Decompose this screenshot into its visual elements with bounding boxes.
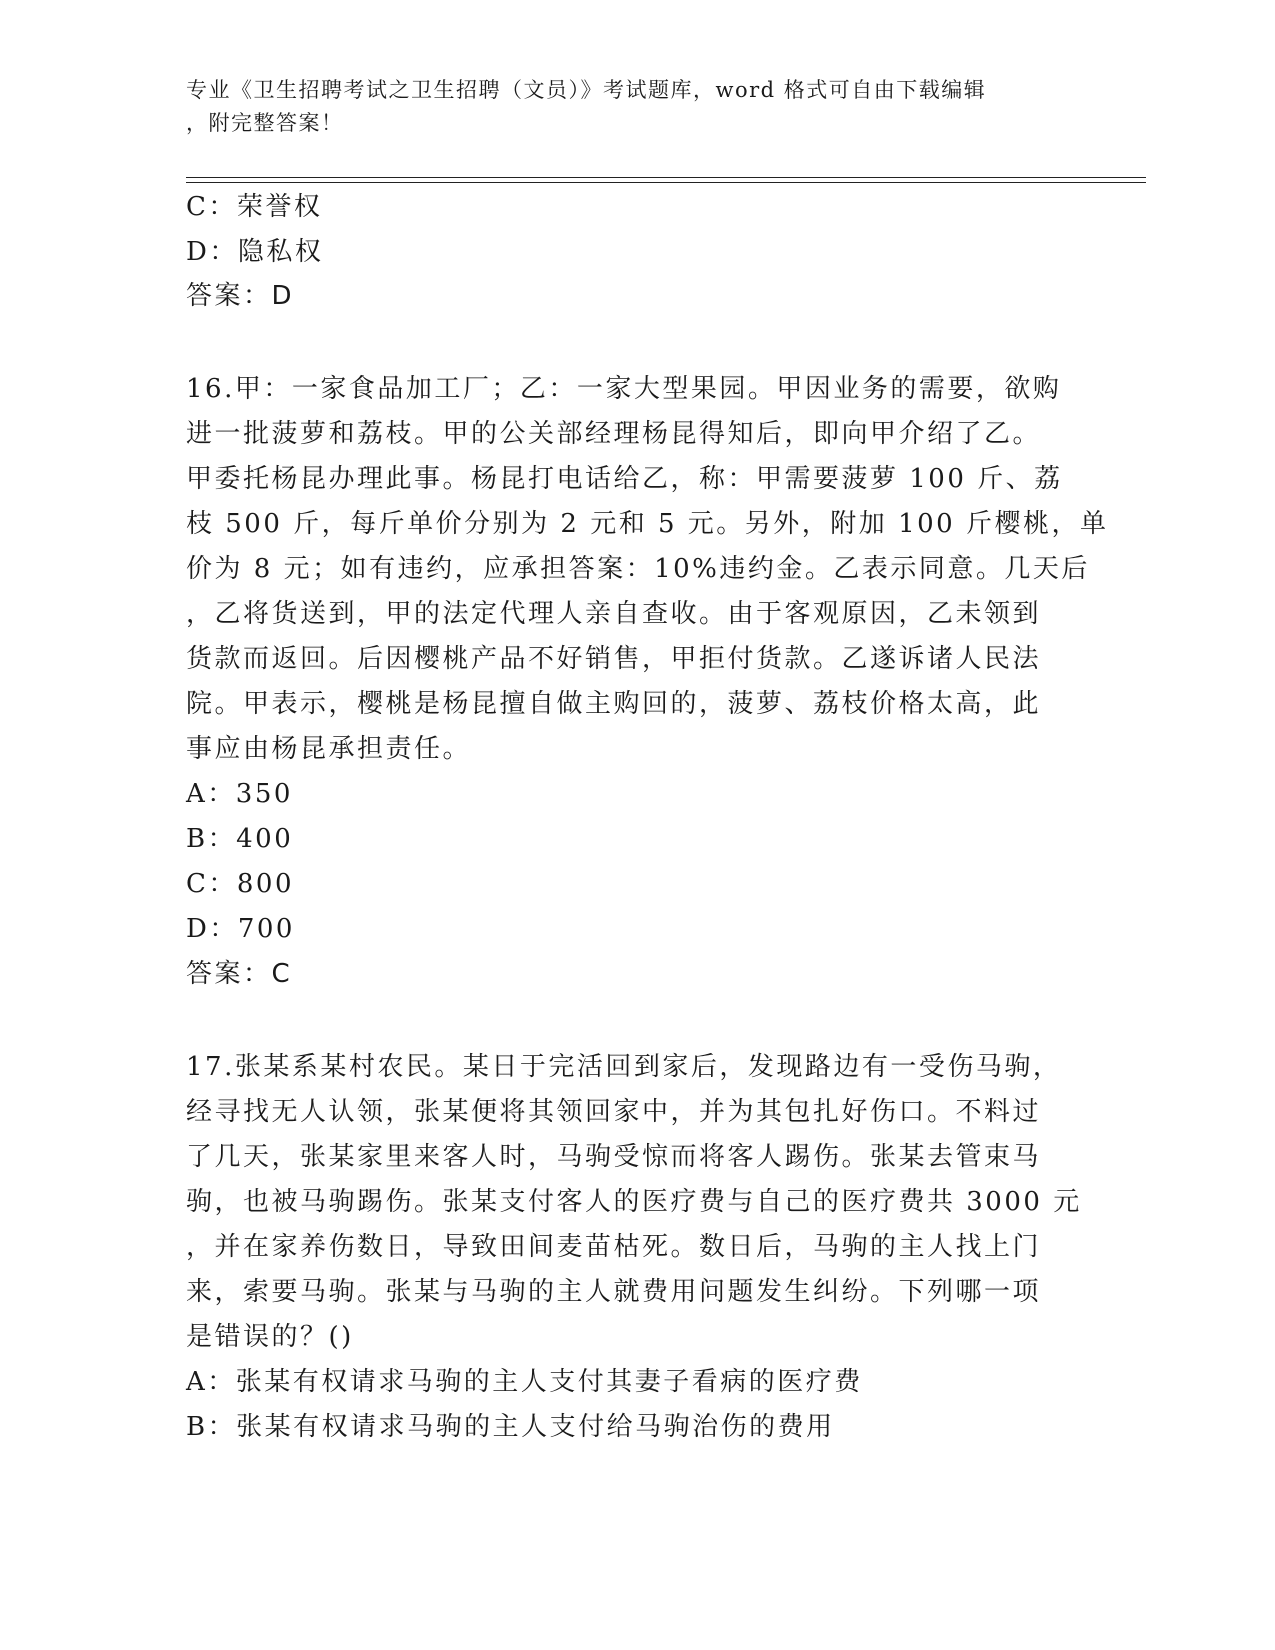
header-rule-top: [186, 177, 1146, 178]
q16-line: 进一批菠萝和荔枝。甲的公关部经理杨昆得知后，即向甲介绍了乙。: [186, 419, 1042, 449]
q16-line: 甲委托杨昆办理此事。杨昆打电话给乙，称：甲需要菠萝 100 斤、荔: [186, 464, 1063, 494]
q17-option-b: B：张某有权请求马驹的主人支付给马驹治伤的费用: [186, 1412, 835, 1442]
q16-line: 枝 500 斤，每斤单价分别为 2 元和 5 元。另外，附加 100 斤樱桃，单: [186, 509, 1109, 539]
answer-line: 答案：D: [186, 281, 295, 311]
q16-line: ，乙将货送到，甲的法定代理人亲自查收。由于客观原因，乙未领到: [186, 599, 1042, 629]
q17-line: 经寻找无人认领，张某便将其领回家中，并为其包扎好伤口。不料过: [186, 1097, 1042, 1127]
q17-line: 驹，也被马驹踢伤。张某支付客人的医疗费与自己的医疗费共 3000 元: [186, 1187, 1082, 1217]
q17-option-a: A：张某有权请求马驹的主人支付其妻子看病的医疗费: [186, 1367, 863, 1397]
q16-line: 16.甲：一家食品加工厂；乙：一家大型果园。甲因业务的需要，欲购: [186, 374, 1062, 404]
q17-line: 17.张某系某村农民。某日于完活回到家后，发现路边有一受伤马驹，: [186, 1052, 1062, 1082]
q16-answer: 答案：C: [186, 959, 293, 989]
header-rule-bottom: [186, 182, 1146, 183]
q16-line: 院。甲表示，樱桃是杨昆擅自做主购回的，菠萝、荔枝价格太高，此: [186, 689, 1042, 719]
q17-line: ，并在家养伤数日，导致田间麦苗枯死。数日后，马驹的主人找上门: [186, 1232, 1042, 1262]
q16-line: 事应由杨昆承担责任。: [186, 734, 472, 764]
option-c: C：荣誉权: [186, 192, 323, 222]
q17-line: 了几天，张某家里来客人时，马驹受惊而将客人踢伤。张某去管束马: [186, 1142, 1042, 1172]
document-header: 专业《卫生招聘考试之卫生招聘（文员）》考试题库，word 格式可自由下载编辑 ，附完整答案！: [186, 78, 987, 135]
q16-line: 货款而返回。后因樱桃产品不好销售，甲拒付货款。乙遂诉诸人民法: [186, 644, 1042, 674]
q17-line: 来，索要马驹。张某与马驹的主人就费用问题发生纠纷。下列哪一项: [186, 1277, 1042, 1307]
q16-line: 价为 8 元；如有违约，应承担答案：10%违约金。乙表示同意。几天后: [186, 554, 1090, 584]
q16-option-d: D：700: [186, 914, 295, 944]
q16-option-c: C：800: [186, 869, 295, 899]
option-d: D：隐私权: [186, 237, 324, 267]
q16-option-a: A：350: [186, 779, 293, 809]
q17-line: 是错误的？(): [186, 1322, 354, 1352]
q16-option-b: B：400: [186, 824, 294, 854]
